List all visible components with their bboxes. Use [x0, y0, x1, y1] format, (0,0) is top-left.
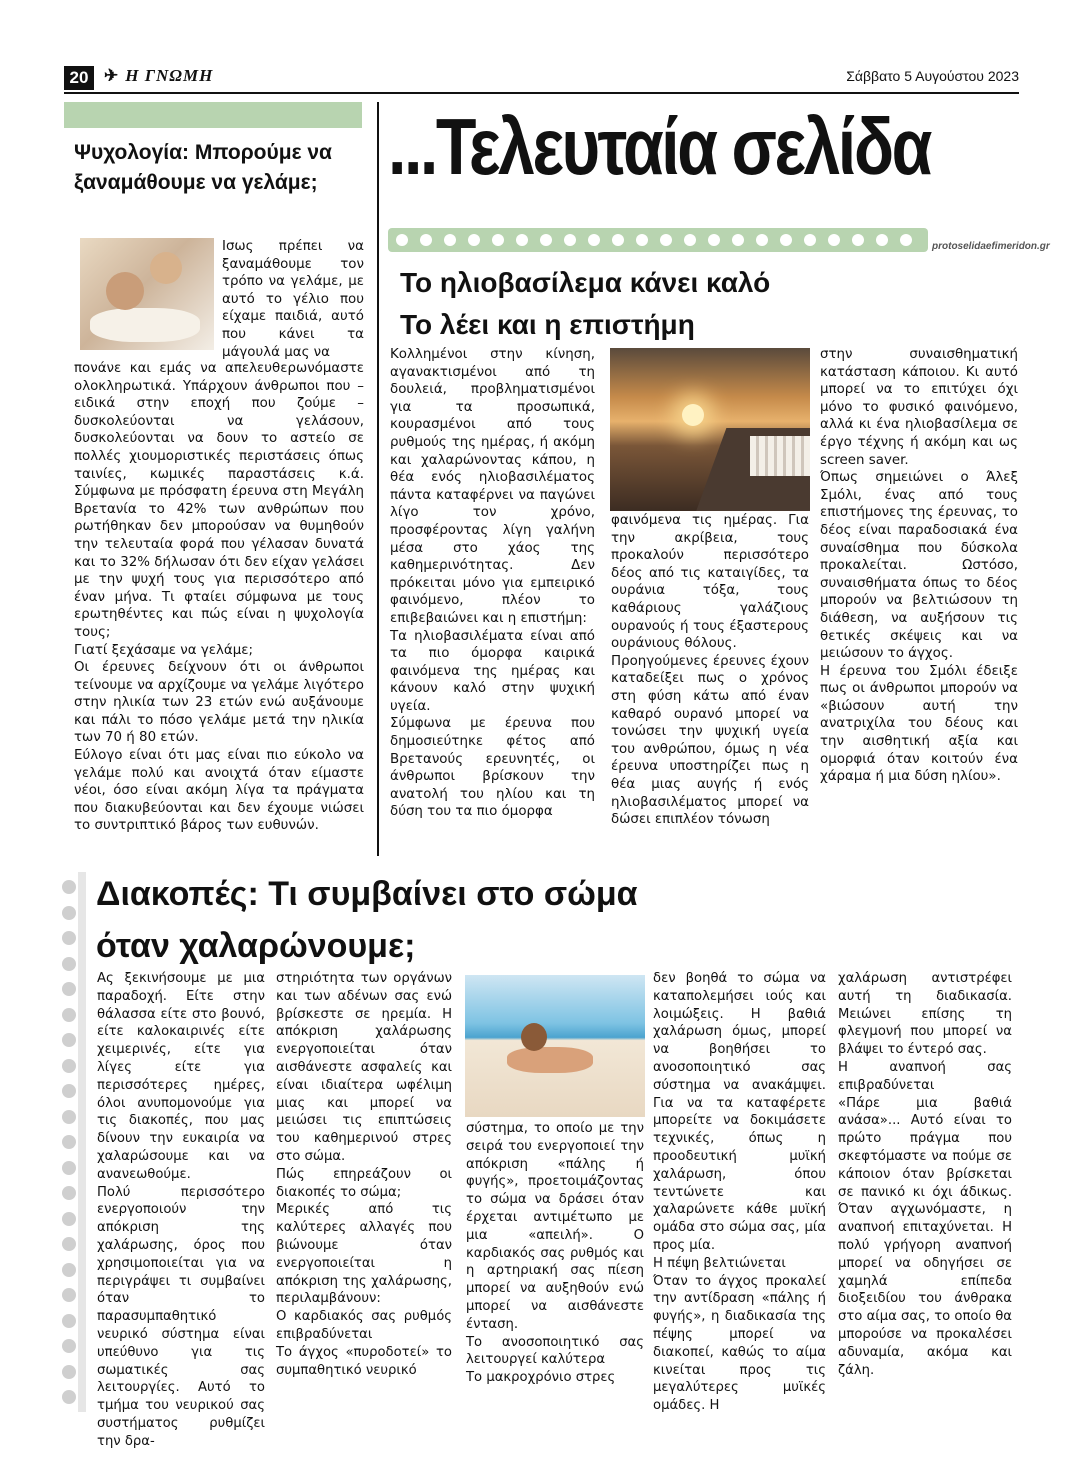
paragraph: Πολύ περισσότερο ενεργοποιούν την απόκριση της χαλάρωσης, όρος που χρησιμοποιείται για να περιγράψει τι συμβαίνει όταν το παρασυμπαθητικό νευρικό σύστημα είναι υπεύθυνο για τις σωματικές σας λειτουργίες. Αυτό το τμήμα του νευρικού σας συστήματος ρυθμίζει την δρα-: [97, 1184, 265, 1449]
strip-dot: [780, 234, 792, 246]
header-rule: [64, 92, 1019, 94]
paragraph: Ο καρδιακός σας ρυθμός επιβραδύνεται: [276, 1309, 452, 1342]
strip-dot: [612, 234, 624, 246]
paragraph: Γιατί ξεχάσαμε να γελάμε;: [74, 642, 254, 658]
binder-ring: [62, 1339, 76, 1353]
paragraph: φαινόμενα τις ημέρας. Για την ακρίβεια, τους προκαλούν περισσότερο δέος από τις καταιγίδες, τα ουράνια τόξα, τους καθάριους γαλάζιους ουρανούς ή τους έξαστερους ουράνιους θόλους.: [611, 513, 809, 652]
page-number: 20: [64, 66, 94, 90]
strip-dot: [876, 234, 888, 246]
strip-dot: [636, 234, 648, 246]
paragraph: Οι έρευνες δείχνουν ότι οι άνθρωποι τείνουμε να αρχίζουμε να γελάμε λιγότερο στην ηλικία των 23 ετών ενώ αυξάνουμε και πάλι το πόσο γελάμε μετά την ηλικία των 70 ή 80 ετών.: [74, 660, 364, 746]
binder-ring: [62, 1059, 76, 1073]
paragraph: Η πέψη βελτιώνεται: [653, 1255, 786, 1271]
paragraph: Όταν το άγχος προκαλεί την αντίδραση «πάλης ή φυγής», η διαδικασία της πέψης μπορεί να διακοπεί, καθώς το αίμα κινείται προς τις μεγαλύτερες μυϊκές ομάδες. Η: [653, 1273, 826, 1414]
binder-ring: [62, 880, 76, 894]
paragraph: Μερικές από τις καλύτερες αλλαγές που βιώνουμε όταν ενεργοποιείται η απόκριση της χαλάρωσης, περιλαμβάνουν:: [276, 1202, 452, 1307]
paragraph: Το άγχος «πυροδοτεί» το συμπαθητικό νευρικό: [276, 1344, 452, 1378]
newspaper-logo: [104, 66, 213, 86]
strip-dot: [852, 234, 864, 246]
strip-dot: [540, 234, 552, 246]
strip-dot: [588, 234, 600, 246]
binder-ring: [62, 1161, 76, 1175]
binder-ring: [62, 1288, 76, 1302]
vacation-column-2: [276, 970, 452, 1379]
binder-ring: [62, 1110, 76, 1124]
strip-dot: [708, 234, 720, 246]
strip-dot: [420, 234, 432, 246]
paragraph: Προηγούμενες έρευνες έχουν καταδείξει πως ο χρόνος στη φύση κάτω από έναν καθαρό ουρανό μπορεί να τονώσει την ψυχική υγεία του ανθρώπου, όμως η νέα έρευνα υποστηρίζει πως η θέα μιας αυγής ή ενός ηλιοβασιλέματος μπορεί να δώσει επιπλέον τόνωση: [611, 653, 809, 828]
paragraph: Η έρευνα του Σμόλι έδειξε πως οι άνθρωποι μπορούν να «βιώσουν αυτή την ανατριχίλα του δέους και την αισθητική αξία και ομορφιά όταν κοιτούν ένα χάραμα ή μια δύση ηλίου».: [820, 663, 1018, 785]
binder-ring: [62, 1135, 76, 1149]
strip-dot: [732, 234, 744, 246]
paragraph: πονάνε και εμάς να απελευθερωνόμαστε ολοκληρωτικά. Υπάρχουν άνθρωποι που – ειδικά στην εποχή που ζούμε – δυσκολεύονται να γελάσουν, δυσκολεύονται να δουν το αστείο σε πολλές χιουμοριστικές περιστάσεις όπως ταινίες, κωμικές παραστάσεις κ.ά. Σύμφωνα με πρόσφατη έρευνα στη Μεγάλη Βρετανία το 42% των ανθρώπων που ρωτήθηκαν δεν μπορούσαν να θυμηθούν την τελευταία φορά που γέλασαν δυνατά και το 32% δήλωσαν ότι δεν είχαν γελάσει με την ψυχή τους για περισσότερο από έναν μήνα. Τι φταίει σύμφωνα με τους ερωτηθέντες και πώς είναι η ψυχολογία τους;: [74, 361, 364, 640]
binder-ring: [62, 931, 76, 945]
vacation-column-4: [653, 970, 826, 1415]
paragraph: στην συναισθηματική κατάσταση κάποιου. Κι αυτό μπορεί να το επιτύχει όχι μόνο το φυσικό φαινόμενο, αλλά κι ένα ηλιοβασίλεμα σε έργο τέχνης ή ακόμη και ως screen saver.: [820, 347, 1018, 468]
psychology-body: [74, 360, 364, 835]
binder-ring: [62, 1314, 76, 1328]
binder-ring: [62, 1212, 76, 1226]
binder-ring: [62, 1033, 76, 1047]
paragraph: δεν βοηθά το σώμα να καταπολεμήσει ιούς και λοιμώξεις. Η βαθιά χαλάρωση όμως, μπορεί να βοηθήσει το ανοσοποιητικό σας σύστημα να ανακάμψει. Για να τα καταφέρετε μπορείτε να δοκιμάσετε τεχνικές, όπως η προοδευτική μυϊκή χαλάρωση, όπου τεντώνετε και χαλαρώνετε κάθε μυϊκή ομάδα στο σώμα σας, μία προς μία.: [653, 971, 826, 1253]
paragraph: Όπως σημειώνει ο Άλεξ Σμόλι, ένας από τους επιστήμονες της έρευνας, το δέος είναι παραδοσιακά ένα συναίσθημα που δύσκολα προκαλείται. Ωστόσο, συναισθήματα όπως το δέος μπορούν να βελτιώσουν τη διάθεση, να αυξήσουν τις θετικές σκέψεις και να μειώσουν το άγχος.: [820, 470, 1018, 662]
psychology-headline: Ψυχολογία: Μπορούμε να ξαναμάθουμε να γελάμε;: [74, 141, 332, 194]
paragraph: Ας ξεκινήσουμε με μια παραδοχή. Είτε στην θάλασσα είτε στο βουνό, είτε καλοκαιρινές είτε χειμερινές, είτε για λίγες είτε για περισσότερες ημέρες, όλοι ανυπομονούμε για τις διακοπές, που μας δίνουν την ευκαιρία να χαλαρώσουμε και να ανανεωθούμε.: [97, 971, 265, 1182]
paragraph: σύστημα, το οποίο με την σειρά του ενεργοποιεί την απόκριση «πάλης ή φυγής», προετοιμάζοντας το σώμα να δράσει όταν έρχεται αντιμέτωπο με μια «απειλή». Ο καρδιακός σας ρυθμός και η αρτηριακή σας πίεση μπορεί να αυξηθούν ενώ μπορεί να αισθάνεστε ένταση.: [466, 1121, 644, 1332]
section-band: [64, 102, 362, 128]
strip-dot: [804, 234, 816, 246]
sunset-column-2: [611, 512, 809, 829]
binder-ring: [62, 1263, 76, 1277]
binder-ring: [62, 906, 76, 920]
dot-strip: [388, 228, 928, 252]
binder-ring: [62, 1008, 76, 1022]
psychology-intro: Ισως πρέπει να ξαναμάθουμε τον τρόπο να γελάμε, με αυτό το γέλιο που είχαμε παιδιά, αυτό που κάνει τα μάγουλά μας να: [222, 239, 364, 360]
paragraph: στηριότητα των οργάνων και των αδένων σας ενώ βρίσκεστε σε ηρεμία. Η απόκριση χαλάρωσης ενεργοποιείται όταν αισθάνεστε ασφαλείς και είναι ιδιαίτερα ωφέλιμη μιας και μπορεί να μειώσει τις επιπτώσεις του καθημερινού στρες στο σώμα.: [276, 971, 452, 1164]
strip-dot: [660, 234, 672, 246]
vacation-column-1: [97, 970, 265, 1451]
headline-line: όταν χαλαρώνουμε;: [96, 927, 416, 965]
issue-date: Σάββατο 5 Αυγούστου 2023: [846, 68, 1019, 84]
paragraph: Η αναπνοή σας επιβραδύνεται: [838, 1059, 1012, 1093]
sunset-column-3: [820, 346, 1018, 786]
binder-ring: [62, 982, 76, 996]
binder-band: [78, 872, 86, 1412]
section-title: ...Τελευταία σελίδα: [388, 102, 930, 191]
paragraph: Το ανοσοποιητικό σας λειτουργεί καλύτερα: [466, 1334, 644, 1368]
beach-photo: [465, 975, 645, 1117]
paragraph: «Πάρε μια βαθιά ανάσα»... Αυτό είναι το πρώτο πράγμα που σκεφτόμαστε να πούμε σε κάποιον όταν βρίσκεται σε πανικό κι όχι άδικως. Όταν αγχωνόμαστε, η αναπνοή επιταχύνεται. Η πολύ γρήγορη αναπνοή μπορεί να οδηγήσει σε χαμηλά επίπεδα διοξειδίου του άνθρακα στο αίμα σας, το οποίο θα μπορούσε να προκαλέσει αδυναμία, ακόμα και ζάλη.: [838, 1095, 1012, 1378]
binder-ring: [62, 957, 76, 971]
binder-rings: [62, 872, 78, 1412]
source-site: protoselidaefimeridon.gr: [932, 241, 1050, 252]
strip-dot: [756, 234, 768, 246]
paragraph: Εύλογο είναι ότι μας είναι πιο εύκολο να γελάμε πολύ και ανοιχτά όταν είμαστε νέοι, όσο είναι ακόμη λίγα τα πράγματα που διακυβεύονται και δεν έχουμε νιώσει το συντριπτικό βάρος των ευθυνών.: [74, 748, 364, 834]
strip-dot: [828, 234, 840, 246]
strip-dot: [684, 234, 696, 246]
logo-text: Η ΓΝΩΜΗ: [125, 66, 214, 85]
paragraph: Πώς επηρεάζουν οι διακοπές το σώμα;: [276, 1166, 452, 1200]
sunset-photo: [610, 348, 810, 511]
vacation-column-3: [466, 1120, 644, 1387]
bird-icon: ✈: [104, 66, 120, 85]
paragraph: χαλάρωση αντιστρέφει αυτή τη διαδικασία. Μειώνει επίσης τη φλεγμονή που μπορεί να βλάψει το έντερό σας.: [838, 971, 1012, 1058]
binder-ring: [62, 1390, 76, 1404]
vacation-column-5: [838, 970, 1012, 1379]
strip-dot: [444, 234, 456, 246]
binder-ring: [62, 1365, 76, 1379]
headline-line: Το ηλιοβασίλεμα κάνει καλό: [400, 267, 771, 298]
strip-dot: [468, 234, 480, 246]
headline-line: Διακοπές: Τι συμβαίνει στο σώμα: [96, 875, 638, 913]
binder-ring: [62, 1186, 76, 1200]
vacation-headline: [96, 868, 996, 972]
binder-ring: [62, 1084, 76, 1098]
strip-dot: [564, 234, 576, 246]
paragraph: Σύμφωνα με έρευνα που δημοσιεύτηκε φέτος από Βρετανούς ερευνητές, οι άνθρωποι βρίσκουν την ανατολή του ηλίου και τη δύση του τα πιο όμορφα: [390, 716, 595, 820]
binder-ring: [62, 1237, 76, 1251]
paragraph: Κολλημένοι στην κίνηση, αγανακτισμένοι από τη δουλειά, προβληματισμένοι για τα προσωπικά, κουρασμένοι από τους ρυθμούς της ημέρας, ή ακόμη και χαλαρώνοντας κάπου, η θέα ενός ηλιοβασιλέματος πάντα καταφέρνει να παγώνει λίγο τον χρόνο, προσφέροντας λίγη γαλήνη μέσα στο χάος της καθημερινότητας. Δεν πρόκειται μόνο για εμπειρικό φαινόμενο, πλέον το επιβεβαιώνει και η επιστήμη:: [390, 347, 595, 626]
family-laughing-photo: [80, 238, 214, 350]
column-divider: [377, 102, 379, 856]
paragraph: Το μακροχρόνιο στρες: [466, 1370, 616, 1386]
strip-dot: [492, 234, 504, 246]
strip-dot: [516, 234, 528, 246]
strip-dot: [900, 234, 912, 246]
sunset-headline: [400, 262, 1020, 346]
sunset-column-1: [390, 346, 595, 821]
headline-line: Το λέει και η επιστήμη: [400, 309, 695, 340]
paragraph: Τα ηλιοβασιλέματα είναι από τα πιο όμορφα καιρικά φαινόμενα της ημέρας και κάνουν καλό στην ψυχική υγεία.: [390, 628, 595, 714]
strip-dot: [396, 234, 408, 246]
